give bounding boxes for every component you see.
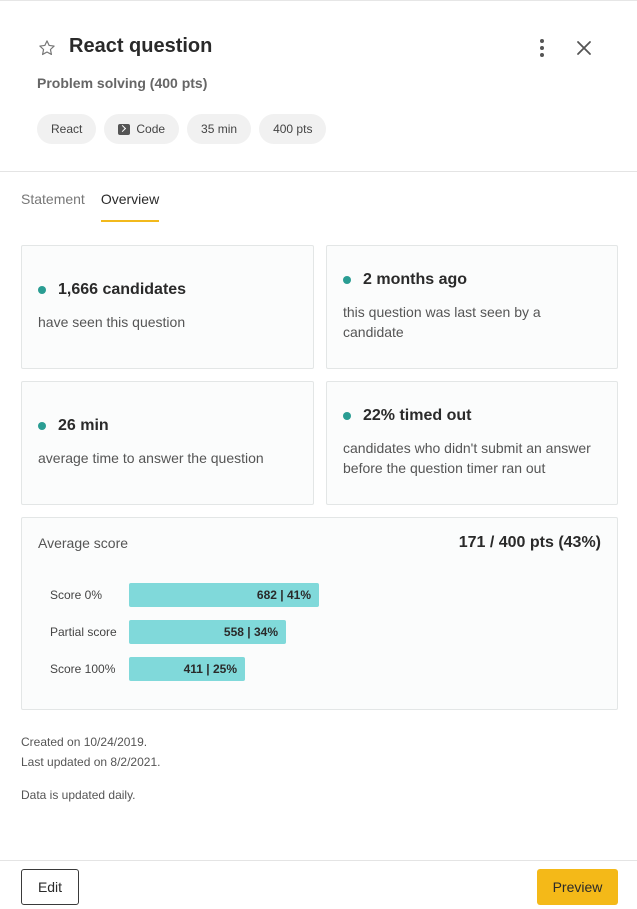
page-title: React question	[69, 35, 213, 57]
status-dot	[38, 422, 46, 430]
score-bar-row	[50, 657, 245, 681]
stat-description: candidates who didn't submit an answer before the question timer ran out	[343, 440, 591, 476]
stat-value: 1,666 candidates	[58, 281, 187, 298]
stat-card-avg-time	[21, 381, 314, 505]
score-bar-row	[50, 583, 319, 607]
tag-label: Code	[136, 122, 166, 136]
edit-button[interactable]: Edit	[21, 869, 79, 905]
question-subtitle: Problem solving (400 pts)	[37, 75, 208, 91]
tag-code	[104, 114, 179, 144]
average-score-value: 171 / 400 pts (43%)	[458, 534, 601, 551]
created-date: Created on 10/24/2019.	[21, 735, 148, 749]
tab-bar	[21, 191, 159, 222]
score-bar-label: Score 100%	[50, 662, 116, 676]
stat-card-timed-out	[326, 381, 618, 505]
tab-overview[interactable]: Overview	[101, 191, 159, 222]
tag-duration	[187, 114, 251, 144]
tag-points	[259, 114, 326, 144]
tag-label: React	[51, 122, 83, 136]
average-score-label: Average score	[38, 535, 129, 551]
question-header	[0, 1, 637, 172]
stat-description: have seen this question	[38, 314, 186, 330]
score-bar-row	[50, 620, 286, 644]
stat-value: 2 months ago	[363, 271, 468, 288]
tag-list	[37, 114, 326, 144]
more-options-icon[interactable]	[531, 37, 553, 59]
status-dot	[343, 412, 351, 420]
stat-value: 22% timed out	[363, 407, 472, 424]
data-update-note: Data is updated daily.	[21, 788, 136, 802]
status-dot	[343, 276, 351, 284]
stat-description: this question was last seen by a candidate	[343, 304, 541, 340]
average-score-card	[21, 517, 618, 710]
status-dot	[38, 286, 46, 294]
stat-card-last-seen	[326, 245, 618, 369]
score-bar-label: Partial score	[50, 625, 117, 639]
tab-statement[interactable]: Statement	[21, 191, 85, 207]
score-bar: 682 | 41%	[129, 583, 319, 607]
tag-label: 400 pts	[273, 122, 313, 136]
stat-card-candidates	[21, 245, 314, 369]
tag-react	[37, 114, 96, 144]
stat-description: average time to answer the question	[38, 450, 264, 466]
stat-value: 26 min	[58, 417, 109, 434]
score-bar: 558 | 34%	[129, 620, 286, 644]
close-icon[interactable]	[573, 37, 595, 59]
footer-bar	[0, 860, 637, 909]
score-bar-label: Score 0%	[50, 588, 103, 602]
star-icon[interactable]	[38, 39, 56, 57]
updated-date: Last updated on 8/2/2021.	[21, 755, 161, 769]
preview-button[interactable]: Preview	[537, 869, 618, 905]
score-bar: 411 | 25%	[129, 657, 245, 681]
tag-label: 35 min	[201, 122, 238, 136]
terminal-icon	[118, 124, 130, 135]
